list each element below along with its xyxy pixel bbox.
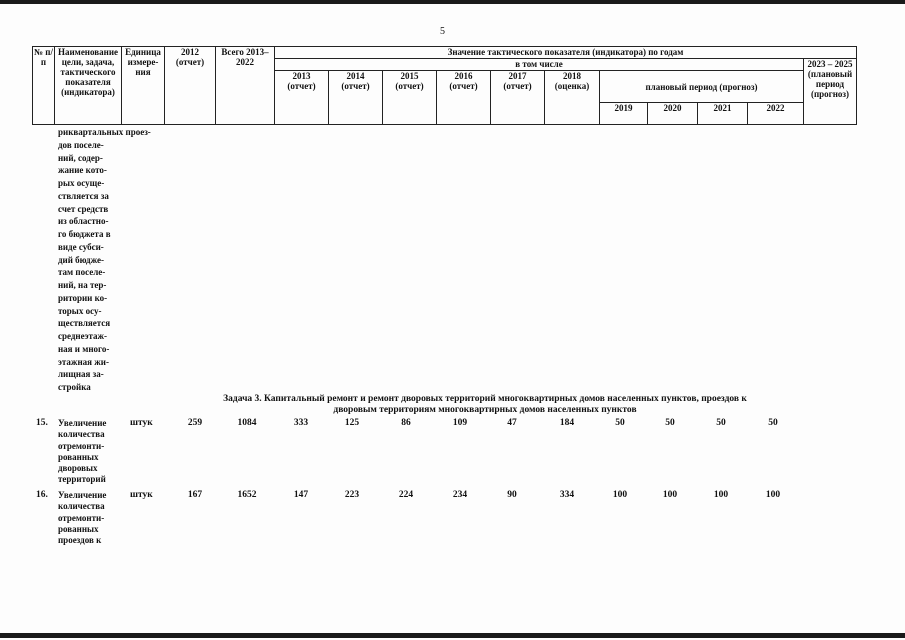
name-line: количества	[58, 429, 105, 440]
year-header-2015: 2015 (отчет)	[383, 71, 437, 125]
row-name	[58, 418, 106, 486]
value-2017: 47	[507, 418, 517, 428]
plan-period-header: плановый период (прогноз)	[600, 71, 804, 103]
value-2015: 86	[401, 418, 411, 428]
continuation-line: риквартальных проез-	[58, 127, 151, 137]
plan-year-2022: 2022	[748, 103, 804, 125]
value-2019: 100	[612, 490, 628, 500]
row-number: 16.	[36, 490, 48, 500]
value-2017: 90	[507, 490, 517, 500]
value-2020: 100	[662, 490, 678, 500]
task-3-line2: дворовым территориям многоквартирных домов населенных пунктов	[333, 404, 637, 415]
name-line: проездов к	[58, 535, 102, 546]
continuation-line: ществляется	[58, 318, 111, 329]
year-header-2014: 2014 (отчет)	[329, 71, 383, 125]
col-name-header: Наименование цели, задача, тактического показателя (индикатора)	[55, 47, 122, 125]
continuation-line: дов поселе-	[58, 139, 104, 150]
continuation-line: торых осу-	[58, 305, 102, 316]
continuation-line: жание кото-	[58, 165, 107, 176]
unit-cell: штук	[130, 490, 153, 500]
col-total-header: Всего 2013–2022	[216, 47, 275, 125]
year-header-2016: 2016 (отчет)	[437, 71, 491, 125]
name-line: количества	[58, 501, 105, 512]
value-2013: 333	[293, 418, 309, 428]
continuation-line: лищная за-	[58, 369, 104, 380]
name-line: Увеличение	[58, 490, 107, 500]
continuation-line: ная и много-	[58, 343, 110, 354]
value-2021: 100	[713, 490, 729, 500]
value-2012: 167	[187, 490, 203, 500]
value-2019: 50	[615, 418, 625, 428]
continuation-line: рых осуще-	[58, 178, 105, 188]
in-that-header: в том числе	[275, 59, 804, 71]
top-border	[0, 0, 905, 4]
col-2012-header: 2012 (отчет)	[165, 47, 216, 125]
value-2015: 224	[398, 490, 414, 500]
col-2023-header: 2023 – 2025 (плановый период (прогноз)	[804, 59, 857, 125]
continuation-line: го бюджета в	[58, 229, 111, 239]
continuation-line: среднеэтаж-	[58, 331, 108, 341]
year-header-2018: 2018 (оценка)	[545, 71, 600, 125]
name-line: территорий	[58, 474, 106, 485]
continuation-line: ствляется за	[58, 190, 109, 201]
table-header	[32, 46, 857, 125]
continuation-line: стройка	[58, 382, 91, 392]
value-2018: 334	[559, 490, 575, 500]
value-2016: 234	[452, 490, 468, 500]
continuation-line: виде субси-	[58, 241, 104, 252]
year-header-2017: 2017 (отчет)	[491, 71, 545, 125]
plan-year-2021: 2021	[698, 103, 748, 125]
name-line: Увеличение	[58, 418, 107, 428]
value-2014: 223	[344, 490, 360, 500]
continuation-line: ний, содер-	[58, 152, 103, 163]
value-2022: 100	[765, 490, 781, 500]
value-2012: 259	[187, 418, 203, 428]
value-total: 1652	[237, 490, 257, 500]
bottom-border	[0, 633, 905, 638]
continuation-line: счет средств	[58, 203, 109, 214]
name-line: рованных	[58, 523, 99, 534]
col-num-header: № п/п	[33, 47, 55, 125]
row-number: 15.	[36, 418, 48, 428]
value-total: 1084	[237, 418, 257, 428]
value-2018: 184	[559, 418, 575, 428]
year-header-2013: 2013 (отчет)	[275, 71, 329, 125]
continuation-line: из областно-	[58, 216, 109, 227]
name-line: отремонти-	[58, 440, 105, 451]
name-line: отремонти-	[58, 512, 105, 523]
plan-year-2019: 2019	[600, 103, 648, 125]
value-2014: 125	[344, 418, 360, 428]
task-3-line1: Задача 3. Капитальный ремонт и ремонт дворовых территорий многоквартирных домов населенных пунктов, проездов к	[223, 394, 747, 404]
span-title: Значение тактического показателя (индикатора) по годам	[275, 47, 857, 59]
unit-cell: штук	[130, 418, 153, 428]
task-3-heading	[160, 394, 810, 415]
value-2022: 50	[768, 418, 778, 428]
name-line: дворовых	[58, 463, 98, 474]
continuation-line: там поселе-	[58, 267, 106, 278]
value-2016: 109	[452, 418, 468, 428]
continuation-line: ний, на тер-	[58, 280, 107, 290]
plan-year-2020: 2020	[648, 103, 698, 125]
col-unit-header: Единица измере-ния	[122, 47, 165, 125]
value-2021: 50	[716, 418, 726, 428]
continuation-line: дий бюдже-	[58, 254, 104, 265]
name-line: рованных	[58, 451, 99, 462]
row-name	[58, 490, 106, 546]
value-2013: 147	[293, 490, 309, 500]
continuation-text	[58, 126, 151, 394]
continuation-line: ритории ко-	[58, 292, 108, 303]
page-number: 5	[440, 26, 445, 37]
value-2020: 50	[665, 418, 675, 428]
continuation-line: этажная жи-	[58, 356, 109, 367]
